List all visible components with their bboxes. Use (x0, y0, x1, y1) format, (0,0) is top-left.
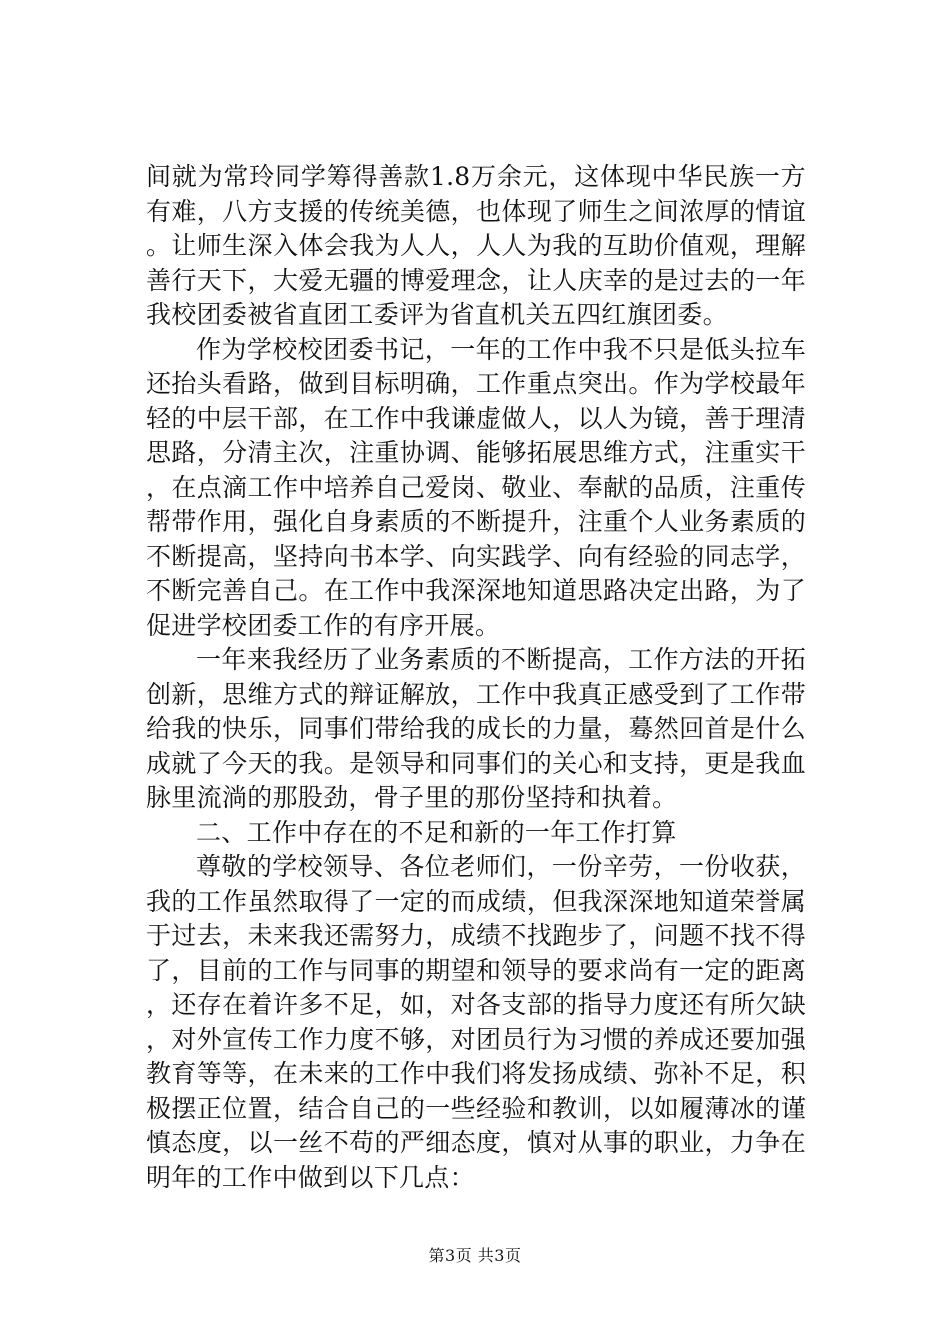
paragraph-2: 作为学校校团委书记，一年的工作中我不只是低头拉车还抬头看路，做到目标明确，工作重点突出。作为学校最年轻的中层干部，在工作中我谦虚做人，以人为镜，善于理清思路，分清主次，注重协调、能够拓展思维方式，注重实干，在点滴工作中培养自己爱岗、敬业、奉献的品质，注重传帮带作用，强化自身素质的不断提升，注重个人业务素质的不断提高，坚持向书本学、向实践学、向有经验的同志学，不断完善自己。在工作中我深深地知道思路决定出路，为了促进学校团委工作的有序开展。 (146, 334, 806, 640)
page-footer: 第3页 共3页 (428, 1246, 522, 1265)
paragraph-3: 一年来我经历了业务素质的不断提高，工作方法的开拓创新，思维方式的辩证解放，工作中我真正感受到了工作带给我的快乐，同事们带给我的成长的力量，蓦然回首是什么成就了今天的我。是领导和同事们的关心和支持，更是我血脉里流淌的那股劲，骨子里的那份坚持和执着。 (146, 645, 806, 812)
section-heading: 二、工作中存在的不足和新的一年工作打算 (196, 817, 677, 847)
paragraph-4: 尊敬的学校领导、各位老师们，一份辛劳，一份收获，我的工作虽然取得了一定的而成绩，但我深深地知道荣誉属于过去，未来我还需努力，成绩不找跑步了，问题不找不得了，目前的工作与同事的期望和领导的要求尚有一定的距离，还存在着许多不足，如，对各支部的指导力度还有所欠缺，对外宣传工作力度不够，对团员行为习惯的养成还要加强教育等等，在未来的工作中我们将发扬成绩、弥补不足，积极摆正位置，结合自己的一些经验和教训，以如履薄冰的谨慎态度，以一丝不苟的严细态度，慎对从事的职业，力争在明年的工作中做到以下几点： (146, 852, 806, 1192)
document-body (146, 160, 806, 1195)
paragraph-1: 间就为常玲同学筹得善款1.8万余元，这体现中华民族一方有难，八方支援的传统美德，也体现了师生之间浓厚的情谊。让师生深入体会我为人人，人人为我的互助价值观，理解善行天下，大爱无疆的博爱理念，让人庆幸的是过去的一年我校团委被省直团工委评为省直机关五四红旗团委。 (146, 162, 806, 329)
